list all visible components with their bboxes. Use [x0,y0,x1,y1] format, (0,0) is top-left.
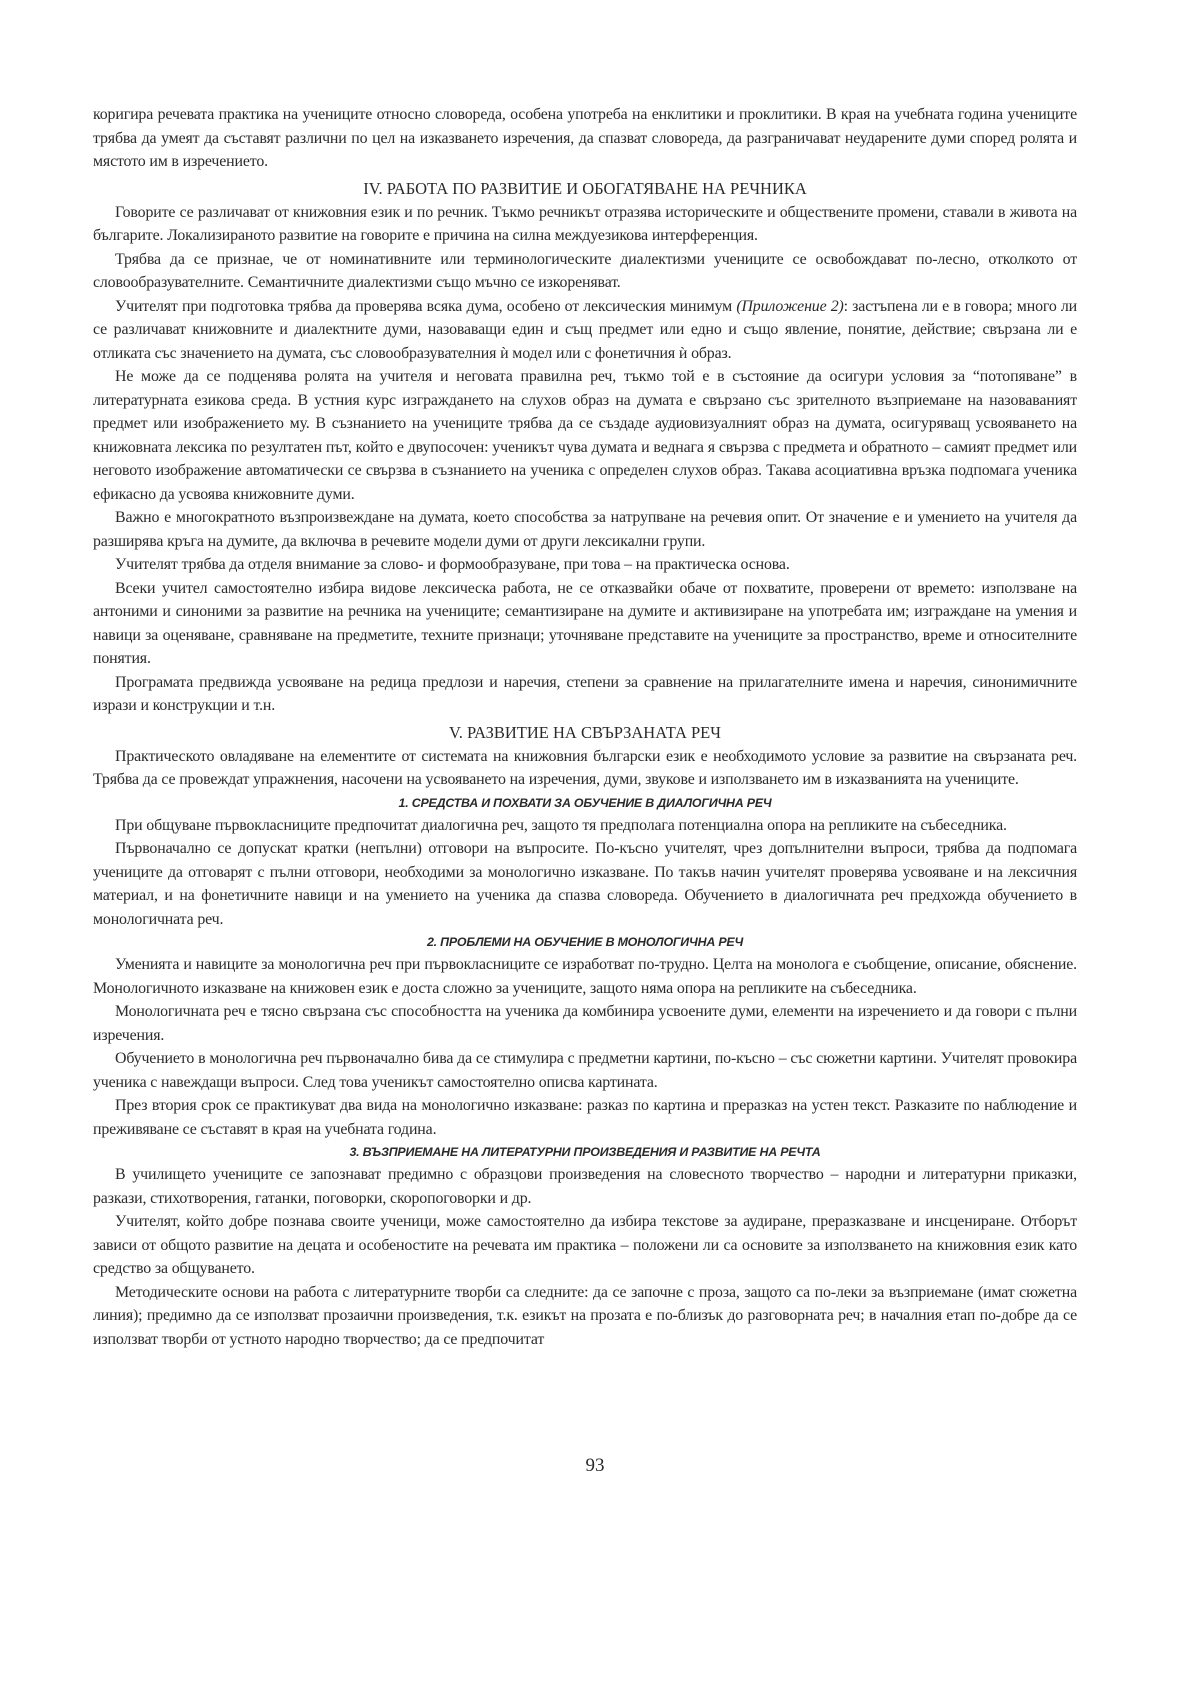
paragraph [93,295,1077,366]
paragraph: В училището учениците се запознават предимно с образцови произведения на словесното творчество – народни и литературни приказки, разкази, стихотворения, гатанки, поговорки, скоропоговорки и др. [93,1166,1077,1207]
paragraph: Първоначално се допускат кратки (непълни) отговори на въпросите. По-късно учителят, чрез допълнителни въпроси, трябва да подпомага учениците да отговарят с пълни отговори, необходими за монологично изказване. По такъв начин учителят проверява усвояване и на лексичния материал, и на фонетичните навици и на умението на ученика да спазва словореда. Обучението в диалогичната реч предхожда обучението в монологичната реч. [93,840,1077,928]
paragraph-text: Учителят при подготовка трябва да проверява всяка дума, особено от лексическия минимум (Приложение 2): застъпена ли е в говора; много ли се различават книжовните и диалектните думи, назоваващи един и същ предмет или едно и също явление, понятие, действие; свързана ли е отликата със значението на думата, със словообразувателния ѝ модел или с фонетичния ѝ образ. [93,297,1077,362]
subsection-heading-2: 2. ПРОБЛЕМИ НА ОБУЧЕНИЕ В МОНОЛОГИЧНА РЕЧ [426,935,744,949]
paragraph: Практическото овладяване на елементите от системата на книжовния български език е необходимото условие за развитие на свързаната реч. Трябва да се провеждат упражнения, насочени на усвояването на изречения, думи, звукове и използването им в изказванията на учениците. [93,747,1077,788]
subsection-heading-3: 3. ВЪЗПРИЕМАНЕ НА ЛИТЕРАТУРНИ ПРОИЗВЕДЕНИЯ И РАЗВИТИЕ НА РЕЧТА [349,1145,821,1159]
section-heading-iv: IV. РАБОТА ПО РАЗВИТИЕ И ОБОГАТЯВАНЕ НА РЕЧНИКА [363,178,807,198]
paragraph-intro: коригира речевата практика на учениците относно словореда, особена употреба на енклитики и проклитики. В края на учебната година учениците трябва да умеят да съставят различни по цел на изказването изречения, да спазват словореда, да разграничават неударените думи според ролята и мястото им в изречението. [93,106,1077,170]
section-heading-v: V. РАЗВИТИЕ НА СВЪРЗАНАТА РЕЧ [449,722,721,742]
paragraph: Важно е многократното възпроизвеждане на думата, което способства за натрупване на речевия опит. От значение е и умението на учителя да разширява кръга на думите, да включва в речевите модели думи от други лексикални групи. [93,509,1077,550]
subsection-heading-1: 1. СРЕДСТВА И ПОХВАТИ ЗА ОБУЧЕНИЕ В ДИАЛОГИЧНА РЕЧ [398,795,772,810]
paragraph: Монологичната реч е тясно свързана със способността на ученика да комбинира усвоените думи, елементи на изречението и да говори с пълни изречения. [93,1003,1077,1044]
paragraph: Обучението в монологична реч първоначално бива да се стимулира с предметни картини, по-късно – със сюжетни картини. Учителят провокира ученика с навеждащи въпроси. След това ученикът самостоятелно описва картината. [93,1050,1077,1091]
page-content [93,103,1077,1351]
paragraph: Всеки учител самостоятелно избира видове лексическа работа, не се отказвайки обаче от похватите, проверени от времето: използване на антоними и синоними за развитие на речника на учениците; семантизиране на думите и активизиране на употребата им; изграждане на умения и навици за оценяване, сравняване на предметите, техните признаци; уточняване представите на учениците за пространство, време и относителните понятия. [93,579,1077,667]
paragraph: Учителят трябва да отделя внимание за слово- и формообразуване, при това – на практическа основа. [115,556,790,573]
paragraph: Програмата предвижда усвояване на редица предлози и наречия, степени за сравнение на прилагателните имена и наречия, синонимичните изрази и конструкции и т.н. [93,673,1077,714]
paragraph: При общуване първокласниците предпочитат диалогична реч, защото тя предполага потенциална опора на репликите на събеседника. [115,816,1007,834]
paragraph: Учителят, който добре познава своите ученици, може самостоятелно да избира текстове за аудиране, преразказване и инсцениране. Отборът зависи от общото развитие на децата и особеностите на речевата им практика – положени ли са основите за използването на книжовния език като средство за общуването. [93,1213,1077,1277]
paragraph: Трябва да се признае, че от номинативните или терминологическите диалектизми учениците се освобождават по-лесно, отколкото от словообразувателните. Семантичните диалектизми също мъчно се изкореняват. [93,250,1077,291]
paragraph: Методическите основи на работа с литературните творби са следните: да се започне с проза, защото са по-леки за възприемане (имат сюжетна линия); предимно да се използват прозаични произведения, т.к. езикът на прозата е по-близък до разговорната реч; в началния етап по-добре да се използват творби от устното народно творчество; да се предпочитат [93,1283,1077,1348]
paragraph: Говорите се различават от книжовния език и по речник. Тъкмо речникът отразява историческите и обществените промени, ставали в живота на българите. Локализираното развитие на говорите е причина на силна междуезикова интерференция. [93,203,1077,244]
paragraph: Уменията и навиците за монологична реч при първокласниците се изработват по-трудно. Целта на монолога е съобщение, описание, обяснение. Монологичното изказване на книжовен език е доста сложно за учениците, защото няма опора на репликите на събеседника. [93,956,1077,997]
appendix-reference: (Приложение 2) [736,297,844,315]
paragraph: Не може да се подценява ролята на учителя и неговата правилна реч, тъкмо той е в състояние да осигури условия за “потопяване” в литературната езикова среда. В устния курс изграждането на слухов образ на думата е свързано със зрителното възприемане на назоваваният предмет или изображението му. В съзнанието на учениците трябва да се създаде аудиовизуалният образ на думата, осигуряващ усвояването на книжовната лексика по резултатен път, който е двупосочен: ученикът чува думата и веднага я свързва с предмета и обратното – самият предмет или неговото изображение автоматически се свързва в съзнанието на ученика с определен слухов образ. Такава асоциативна връзка подпомага ученика ефикасно да усвоява книжовните думи. [93,368,1077,503]
paragraph: През втория срок се практикуват два вида на монологично изказване: разказ по картина и преразказ на устен текст. Разказите по наблюдение и преживяване се съставят в края на учебната година. [93,1097,1077,1138]
page-number: 93 [585,1455,605,1476]
